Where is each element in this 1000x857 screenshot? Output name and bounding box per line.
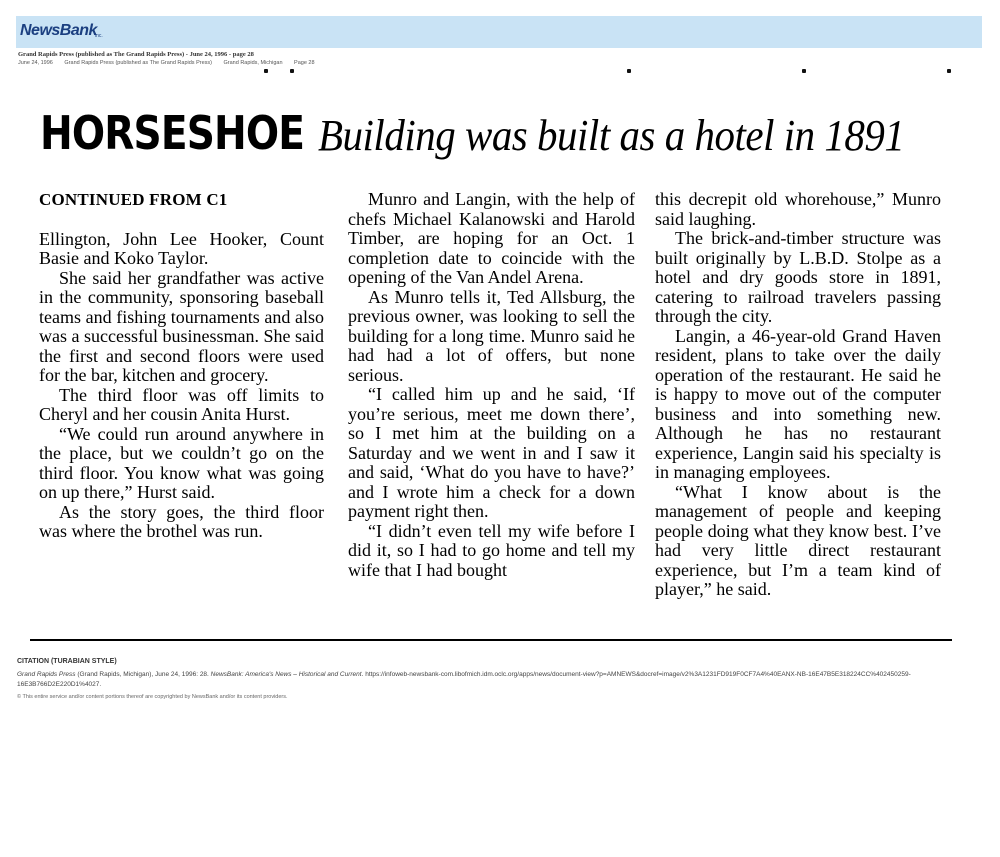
article-column-3 [655, 190, 941, 600]
paragraph: Munro and Langin, with the help of chefs Michael Kalanowski and Harold Timber, are hoping for an Oct. 1 completion date to coincide with the opening of the Van Andel Arena. [348, 189, 635, 287]
article-column-2 [348, 190, 635, 580]
paragraph: She said her grandfather was active in the community, sponsoring baseball teams and fishing tournaments and also was a successful businessman. She said the first and second floors were used for the bar, kitchen and grocery. [39, 267, 324, 385]
divider [30, 639, 952, 641]
paragraph: The brick-and-timber structure was built originally by L.B.D. Stolpe as a hotel and dry goods store in 1891, catering to railroad travelers passing through the city. [655, 228, 941, 326]
article-column-1 [39, 190, 324, 542]
citation-collection: NewsBank: America's News – Historical and Current [210, 671, 362, 678]
paragraph: “I didn’t even tell my wife before I did it, so I had to go home and tell my wife that I had bought [348, 520, 635, 580]
meta-date: June 24, 1996 [18, 60, 53, 66]
paragraph: “What I know about is the management of people and keeping people doing what they know best. I’ve had very little direct restaurant experience, but I’m a team kind of player,” he said. [655, 481, 941, 599]
paragraph: As Munro tells it, Ted Allsburg, the previous owner, was looking to sell the building for a long time. Munro said he had had a lot of offers, but none serious. [348, 286, 635, 385]
paragraph: Langin, a 46-year-old Grand Haven resident, plans to take over the daily operation of the restaurant. He said he is happy to move out of the computer business and into something new. Although he has no restaurant experience, Langin said his specialty is in managing employees. [655, 325, 941, 482]
header-bar [16, 16, 982, 48]
meta-page: Page 28 [294, 60, 315, 66]
paragraph: “We could run around anywhere in the place, but we couldn’t go on the third floor. You know what was going on up there,” Hurst said. [39, 423, 324, 502]
citation-text [17, 670, 967, 690]
headline-main: HORSESHOE [40, 106, 305, 160]
newsbank-logo[interactable]: NewsBank [20, 22, 97, 39]
article-clipping [30, 66, 952, 646]
paragraph: As the story goes, the third floor was where the brothel was run. [39, 501, 324, 541]
citation-publication: Grand Rapids Press [17, 671, 76, 678]
citation-url[interactable]: . https://infoweb-newsbank-com.libofmich.idm.oclc.org/apps/news/document-view?p=AMNEWS&docref=image/v2%3A1231FD919F0CF7A4%40EANX-NB-16E47B5E318224CC%402450259-16E3B766D2E220D1%4027. [17, 671, 911, 688]
paragraph: this decrepit old whorehouse,” Munro said laughing. [655, 189, 941, 229]
citation-heading: CITATION (TURABIAN STYLE) [17, 658, 117, 665]
headline [40, 106, 905, 160]
citation-details: (Grand Rapids, Michigan), June 24, 1996: 28. [75, 671, 211, 678]
cropped-text-fragment [30, 66, 952, 78]
paragraph: The third floor was off limits to Cheryl and her cousin Anita Hurst. [39, 384, 324, 424]
paragraph: “I called him up and he said, ‘If you’re serious, meet me down there’, so I met him at the building on a Saturday and we went in and I saw it and said, ‘What do you have to have?’ and I wrote him a check for a down payment right then. [348, 384, 635, 521]
newsbank-logo-suffix: inc. [95, 33, 103, 39]
headline-sub: Building was built as a hotel in 1891 [318, 111, 905, 160]
continued-label: CONTINUED FROM C1 [39, 190, 228, 209]
meta-location: Grand Rapids, Michigan [223, 60, 283, 66]
meta-publication: Grand Rapids Press (published as The Grand Rapids Press) [64, 60, 212, 66]
paragraph: Ellington, John Lee Hooker, Count Basie and Koko Taylor. [39, 228, 324, 268]
source-line: Grand Rapids Press (published as The Grand Rapids Press) - June 24, 1996 - page 28 [18, 51, 254, 58]
copyright-notice: © This entire service and/or content portions thereof are copyrighted by NewsBank and/or its content providers. [17, 694, 288, 700]
